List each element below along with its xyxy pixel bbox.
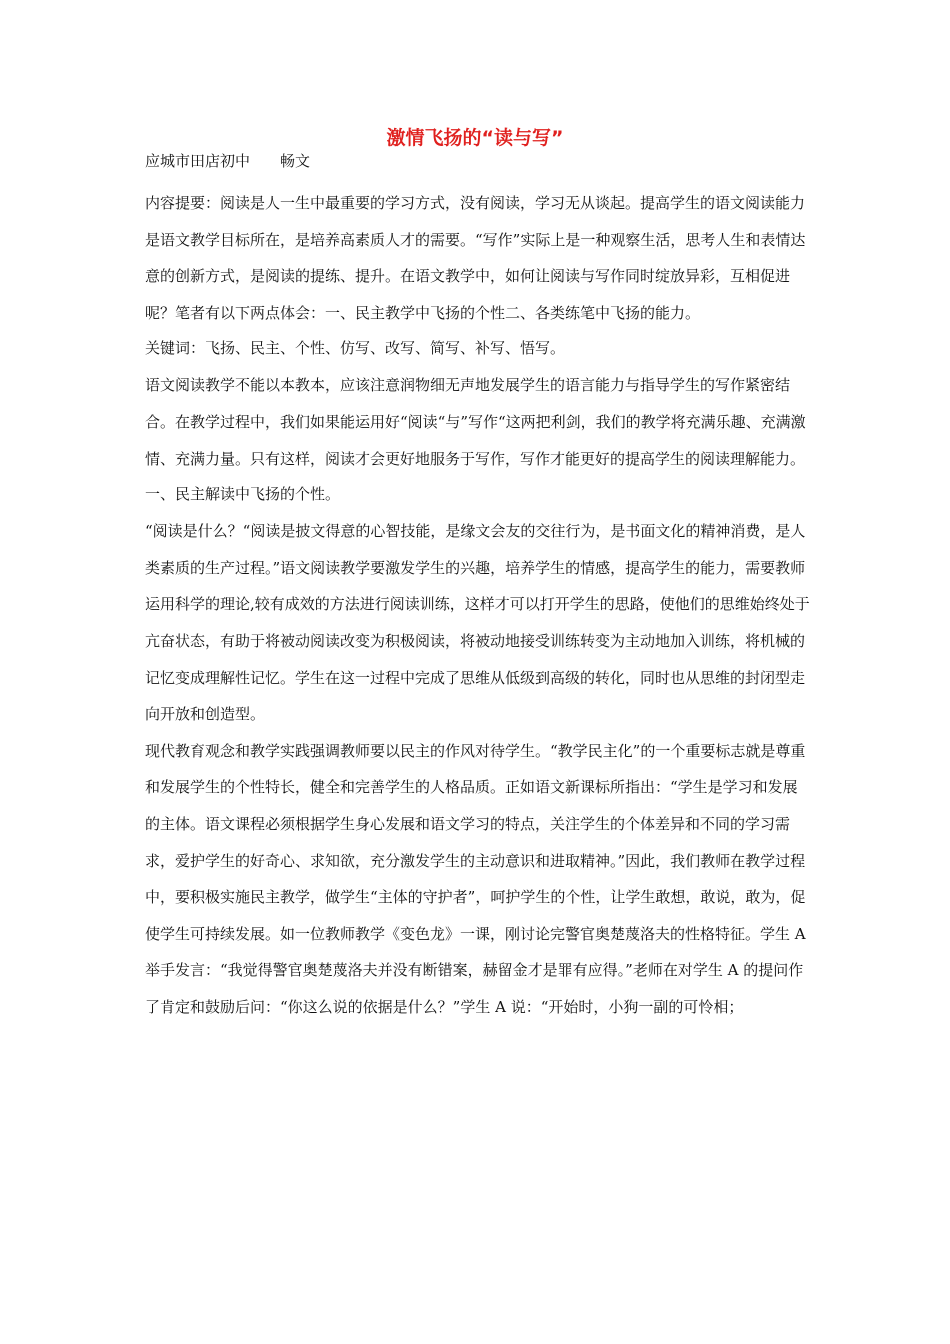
section-heading: 一、民主解读中飞扬的个性。 [145, 485, 341, 504]
document-body [145, 185, 810, 1025]
intro-paragraph: 语文阅读教学不能以本教本，应该注意润物细无声地发展学生的语言能力与指导学生的写作紧密结合。在教学过程中，我们如果能运用好“阅读“与”写作“这两把利剑，我们的教学将充满乐趣、充满激情、充满力量。只有这样，阅读才会更好地服务于写作，写作才能更好的提高学生的阅读理解能力。 [145, 376, 806, 468]
document-title: 激情飞扬的“读与写” [386, 127, 564, 149]
author-byline: 应城市田店初中 畅文 [145, 152, 311, 170]
body-paragraph: 现代教育观念和教学实践强调教师要以民主的作风对待学生。“教学民主化”的一个重要标志就是尊重和发展学生的个性特长，健全和完善学生的人格品质。正如语文新课标所指出：“学生是学习和发展的主体。语文课程必须根据学生身心发展和语文学习的特点，关注学生的个体差异和不同的学习需求，爱护学生的好奇心、求知欲，充分激发学生的主动意识和进取精神。”因此，我们教师在教学过程中，要积极实施民主教学，做学生“主体的守护者”，呵护学生的个性，让学生敢想，敢说，敢为，促使学生可持续发展。如一位教师教学《变色龙》一课，刚讨论完警官奥楚蔑洛夫的性格特征。学生 A 举手发言：“我觉得警官奥楚蔑洛夫并没有断错案，赫留金才是罪有应得。”老师在对学生 A 的提问作了肯定和鼓励后问：“你这么说的依据是什么？”学生 A 说：“开始时，小狗一副的可怜相； [145, 741, 806, 1016]
keywords-paragraph: 关键词：飞扬、民主、个性、仿写、改写、简写、补写、悟写。 [145, 339, 566, 358]
body-paragraph: “阅读是什么？“阅读是披文得意的心智技能，是缘文会友的交往行为，是书面文化的精神消费，是人类素质的生产过程。”语文阅读教学要激发学生的兴趣，培养学生的情感，提高学生的能力，需要教师运用科学的理论,较有成效的方法进行阅读训练，这样才可以打开学生的思路，使他们的思维始终处于亢奋状态，有助于将被动阅读改变为积极阅读，将被动地接受训练转变为主动地加入训练，将机械的记忆变成理解性记忆。学生在这一过程中完成了思维从低级到高级的转化，同时也从思维的封闭型走向开放和创造型。 [145, 522, 810, 724]
abstract-paragraph: 内容提要：阅读是人一生中最重要的学习方式，没有阅读，学习无从谈起。提高学生的语文阅读能力是语文教学目标所在，是培养高素质人才的需要。“写作”实际上是一种观察生活，思考人生和表情达意的创新方式，是阅读的提练、提升。在语文教学中，如何让阅读与写作同时绽放异彩，互相促进呢？笔者有以下两点体会：一、民主教学中飞扬的个性二、各类练笔中飞扬的能力。 [145, 194, 806, 322]
